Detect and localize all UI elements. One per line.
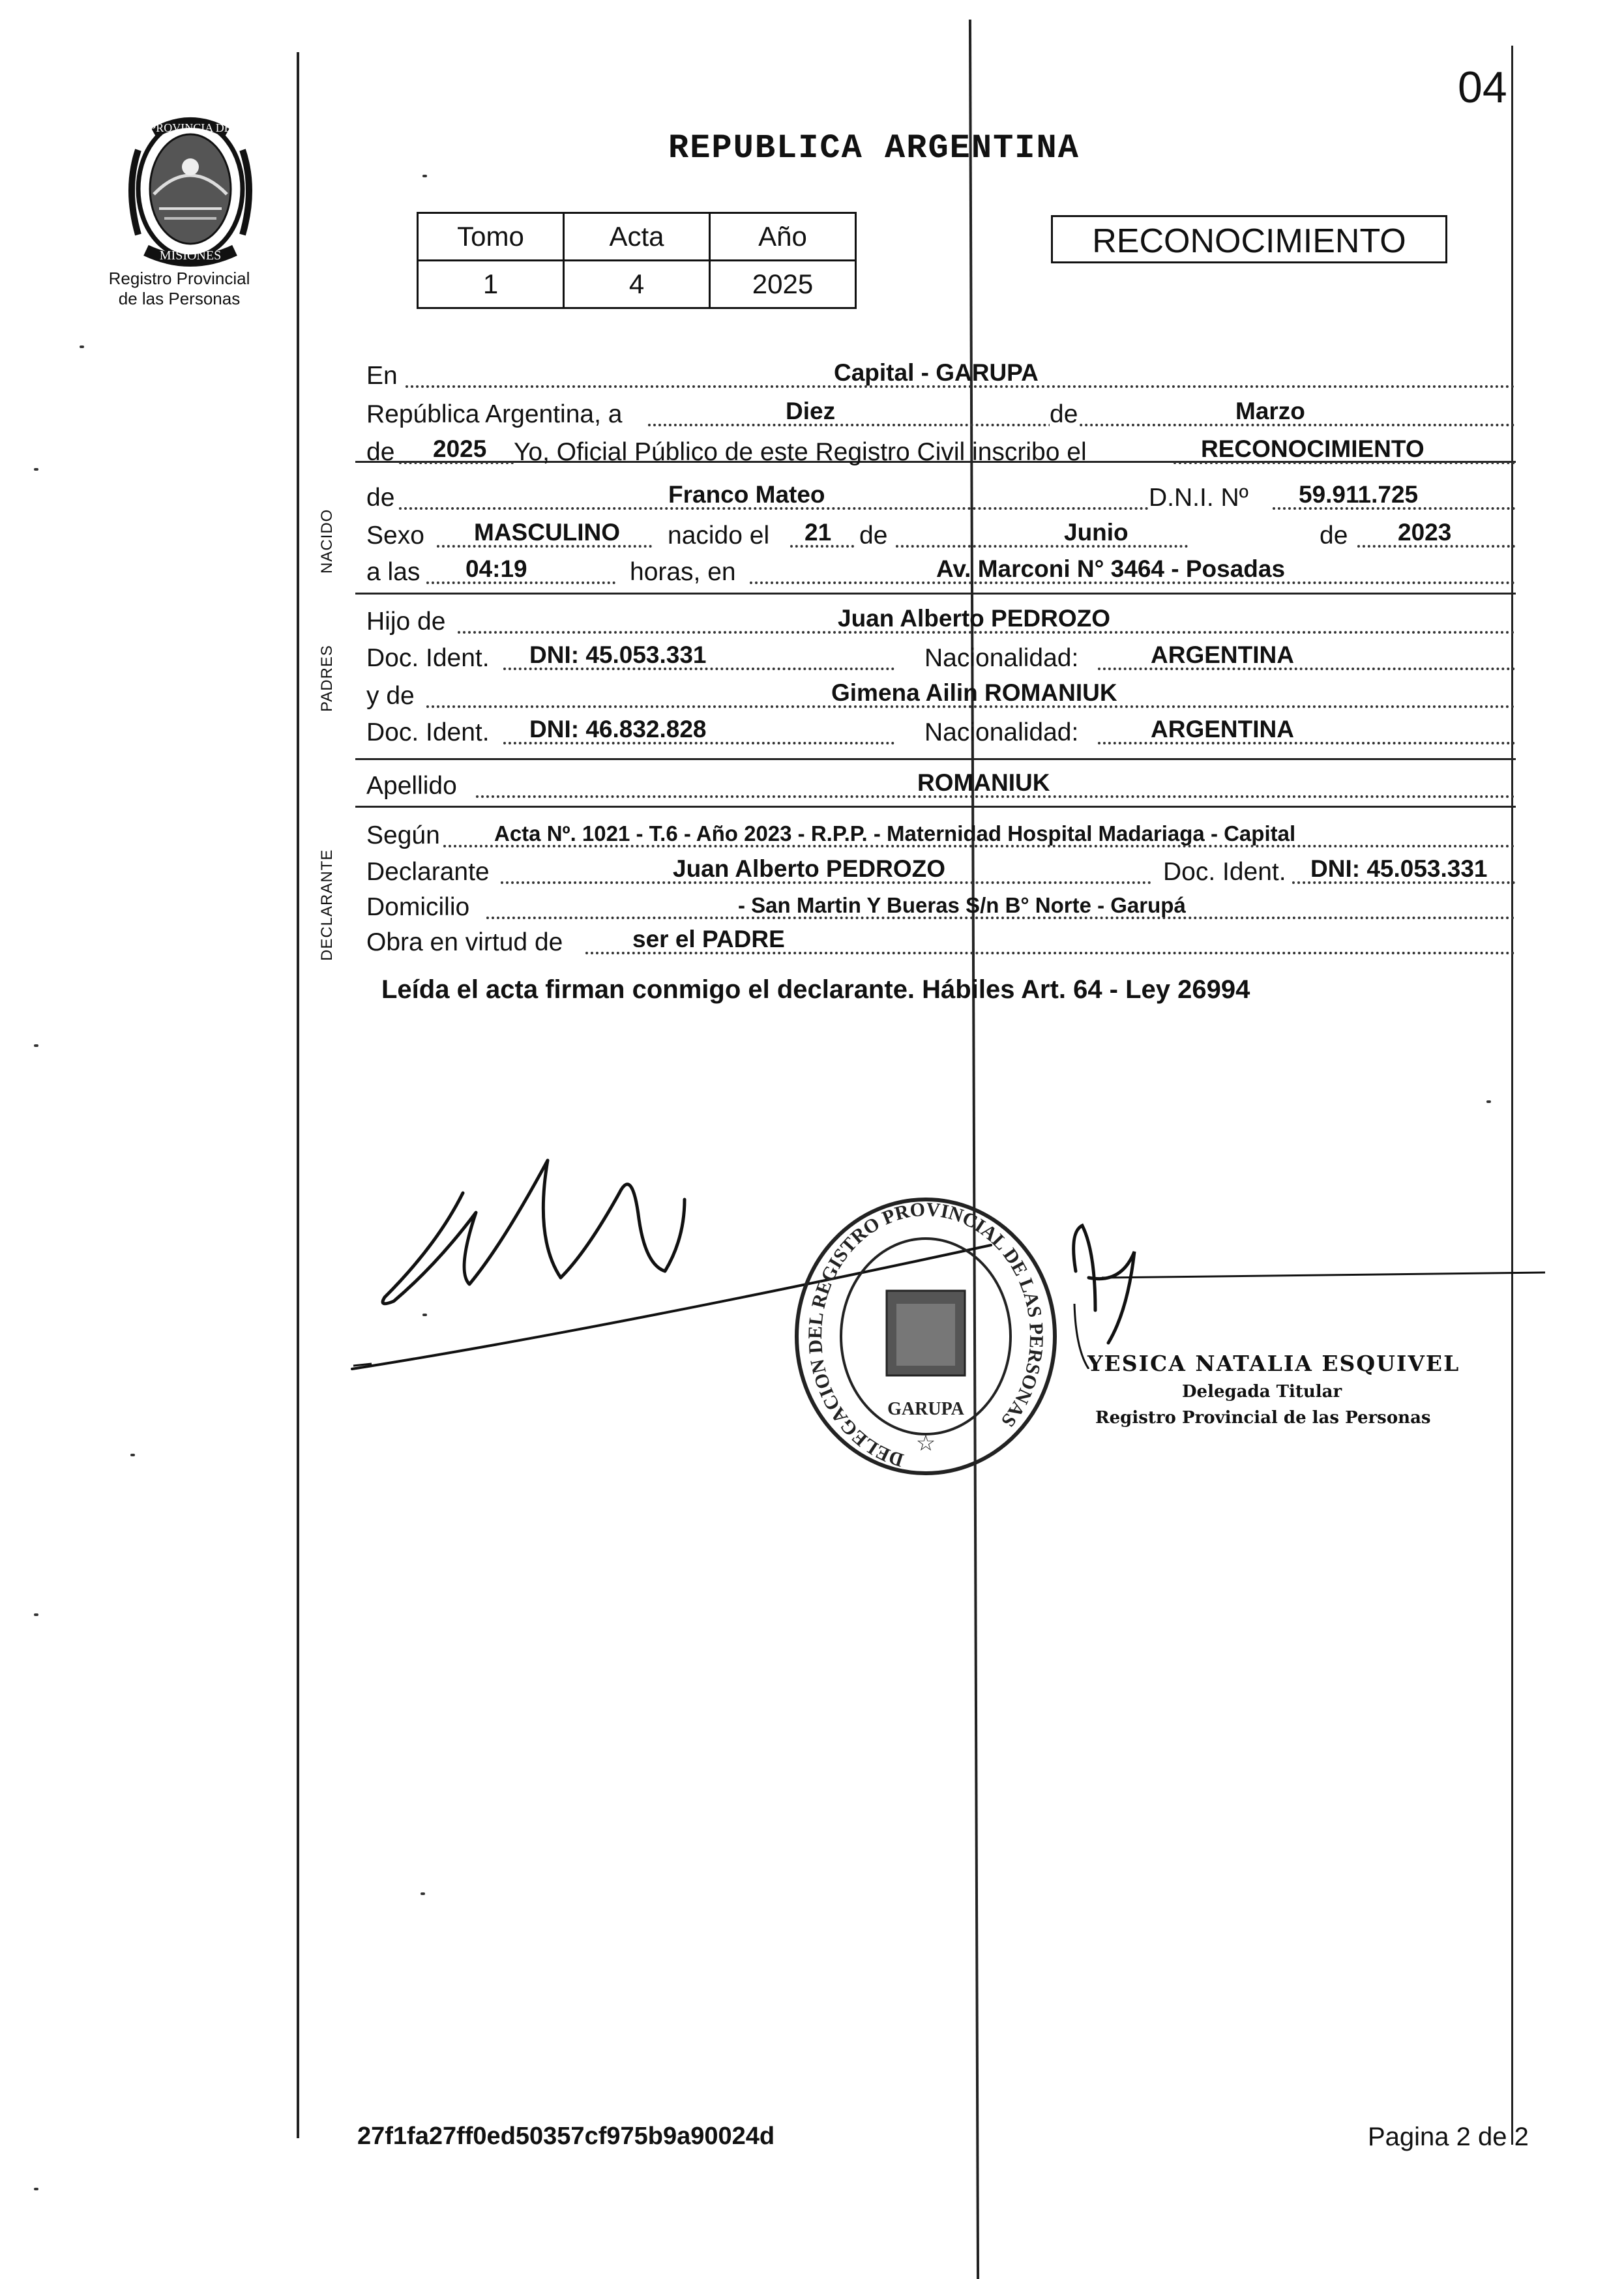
form-row-madre-doc: Doc. Ident. DNI: 46.832.828 Nacionalidad: ARGENTINA <box>366 712 1515 751</box>
svg-text:MISIONES: MISIONES <box>159 248 222 263</box>
form-row-sexo: Sexo MASCULINO nacido el 21 de Junio de 2023 <box>366 515 1515 554</box>
lugar-value: Av. Marconi N° 3464 - Posadas <box>936 555 1286 582</box>
left-margin-line <box>297 52 299 2138</box>
segun-label: Según <box>366 821 440 849</box>
inscribo-value: RECONOCIMIENTO <box>1201 435 1425 462</box>
dni-label: D.N.I. Nº <box>1149 484 1248 512</box>
nacido-label: nacido el <box>668 522 770 550</box>
scan-speck <box>422 175 427 177</box>
sexo-label: Sexo <box>366 522 424 550</box>
province-logo <box>112 111 269 271</box>
scan-speck <box>34 2188 38 2190</box>
tomo-header: Tomo <box>418 213 564 261</box>
y-de-label: y de <box>366 682 415 710</box>
side-label-declarante: DECLARANTE <box>318 849 336 961</box>
anio-header: Año <box>710 213 856 261</box>
official-office: Registro Provincial de las Personas <box>1095 1408 1431 1428</box>
acta-value: 4 <box>564 261 710 308</box>
form-row-madre <box>366 675 1515 714</box>
father-doc-value: DNI: 45.053.331 <box>529 641 707 668</box>
acta-header: Acta <box>564 213 710 261</box>
month-value: Marzo <box>1235 398 1305 424</box>
registry-caption: Registro Provincial de las Personas <box>108 269 250 308</box>
form-row-en <box>366 355 1515 394</box>
declarante-label: Declarante <box>366 858 490 886</box>
birth-month-value: Junio <box>1064 519 1129 546</box>
anio-value: 2025 <box>710 261 856 308</box>
form-row-hora <box>366 551 1515 591</box>
page-indicator: Pagina 2 de 2 <box>1368 2123 1529 2151</box>
mother-name-value: Gimena Ailin ROMANIUK <box>831 679 1117 706</box>
sexo-value: MASCULINO <box>474 519 621 546</box>
section-separator <box>355 593 1516 595</box>
domicilio-label: Domicilio <box>366 893 470 921</box>
birth-year-value: 2023 <box>1398 519 1452 546</box>
hora-value: 04:19 <box>465 555 527 582</box>
form-row-obra <box>366 922 1515 961</box>
domicilio-value: - San Martin Y Bueras S/n B° Norte - Garupá <box>738 893 1186 917</box>
father-name-value: Juan Alberto PEDROZO <box>838 605 1111 632</box>
child-name-value: Franco Mateo <box>668 481 825 508</box>
tomo-value: 1 <box>418 261 564 308</box>
scan-speck <box>34 1613 38 1616</box>
section-separator <box>355 758 1516 760</box>
official-role: Delegada Titular <box>1182 1382 1342 1402</box>
obra-label: Obra en virtud de <box>366 928 563 956</box>
closing-statement: Leída el acta firman conmigo el declarante. Hábiles Art. 64 - Ley 26994 <box>381 975 1250 1004</box>
horas-en-label: horas, en <box>630 558 736 586</box>
scan-speck <box>130 1454 135 1456</box>
day-value: Diez <box>786 398 836 424</box>
scan-speck <box>421 1892 425 1895</box>
form-row-padre-doc <box>366 638 1515 677</box>
official-seal <box>789 1193 1063 1483</box>
de-label: de <box>1050 400 1078 428</box>
form-row-declarante: Declarante Juan Alberto PEDROZO Doc. Ident. DNI: 45.053.331 <box>366 851 1515 890</box>
en-label: En <box>366 362 398 390</box>
apellido-value: ROMANIUK <box>917 769 1050 796</box>
act-type-box: RECONOCIMIENTO <box>1051 215 1447 263</box>
form-row-padre <box>366 601 1515 640</box>
scan-speck <box>34 468 38 471</box>
father-nationality-value: ARGENTINA <box>1151 641 1294 668</box>
year-value: 2025 <box>433 435 487 462</box>
child-dni-value: 59.911.725 <box>1299 481 1419 508</box>
scan-speck <box>34 1044 38 1047</box>
apellido-label: Apellido <box>366 772 457 800</box>
svg-text:☆: ☆ <box>915 1431 936 1456</box>
form-row-fecha <box>366 394 1515 433</box>
page-number: 04 <box>1458 63 1507 112</box>
mother-nationality-value: ARGENTINA <box>1151 716 1294 743</box>
svg-text:PROVINCIA DE: PROVINCIA DE <box>149 121 231 134</box>
declarante-value: Juan Alberto PEDROZO <box>673 855 946 882</box>
republica-label: República Argentina, a <box>366 400 623 428</box>
segun-value: Acta Nº. 1021 - T.6 - Año 2023 - R.P.P. - Maternidad Hospital Madariaga - Capital <box>494 821 1296 845</box>
form-row-apellido <box>366 765 1515 804</box>
official-signature <box>1063 1213 1558 1372</box>
mother-doc-value: DNI: 46.832.828 <box>529 716 707 743</box>
scan-speck <box>80 346 84 348</box>
inscribo-text: Yo, Oficial Público de este Registro Civil inscribo el <box>514 438 1087 466</box>
scan-speck <box>1486 1100 1491 1103</box>
form-row-inscripcion: de 2025 Yo, Oficial Público de este Registro Civil inscribo el RECONOCIMIENTO <box>366 432 1515 471</box>
birth-day-value: 21 <box>805 519 832 546</box>
document-hash: 27f1fa27ff0ed50357cf975b9a90024d <box>357 2123 775 2150</box>
act-reference-table <box>417 212 857 309</box>
svg-text:GARUPA: GARUPA <box>887 1399 964 1419</box>
a-las-label: a las <box>366 558 421 586</box>
obra-value: ser el PADRE <box>632 926 785 952</box>
form-row-nombre: de Franco Mateo D.N.I. Nº 59.911.725 <box>366 477 1515 516</box>
nacionalidad-label: Nacionalidad: <box>924 644 1079 672</box>
page-title: REPUBLICA ARGENTINA <box>668 129 1080 168</box>
form-row-segun <box>366 815 1515 854</box>
hijo-de-label: Hijo de <box>366 608 446 636</box>
form-row-domicilio <box>366 887 1515 926</box>
side-label-padres: PADRES <box>318 645 336 712</box>
side-label-nacido: NACIDO <box>318 508 336 574</box>
place-value: Capital - GARUPA <box>834 359 1039 386</box>
svg-text:DELEGACION DEL REGISTRO PROVIN: DELEGACION DEL REGISTRO PROVINCIAL DE LAS PERSONAS <box>804 1198 1048 1471</box>
declarante-doc-value: DNI: 45.053.331 <box>1310 855 1488 882</box>
doc-ident-label: Doc. Ident. <box>366 644 490 672</box>
section-separator <box>355 806 1516 808</box>
official-name: YESICA NATALIA ESQUIVEL <box>1087 1351 1460 1376</box>
